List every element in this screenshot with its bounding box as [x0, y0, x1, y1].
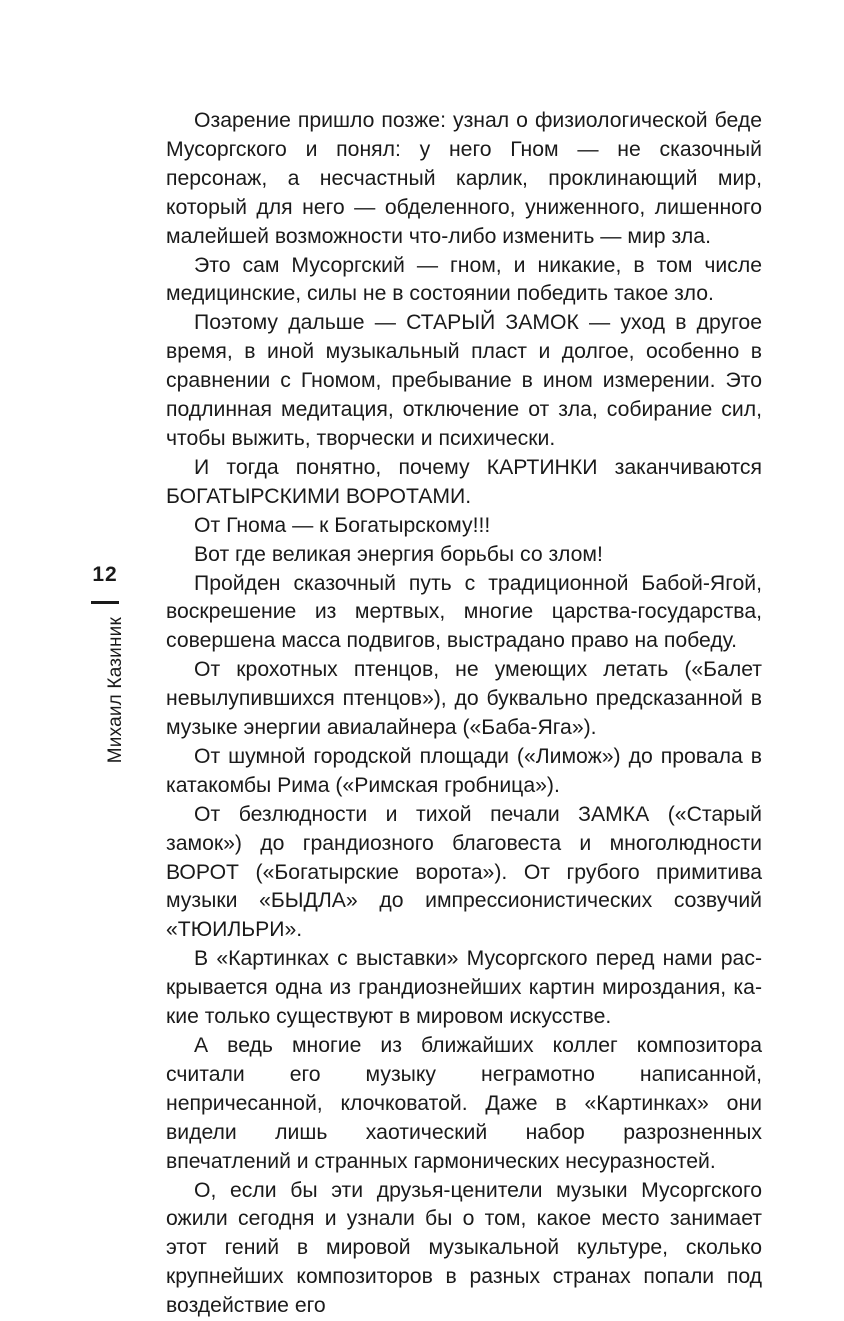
- page-number: 12: [92, 563, 118, 586]
- paragraph-4: И тогда понятно, почему КАРТИНКИ заканчиваются БОГАТЫРСКИМИ ВОРОТАМИ.: [166, 455, 762, 508]
- paragraph-7: Пройден сказочный путь с традиционной Бабой-Ягой, воскрешение из мертвых, многие царства-государства, совершена масса подвигов, выстрадано право на победу.: [166, 571, 762, 653]
- running-head-author: Михаил Казиник: [105, 617, 126, 764]
- body-text: [166, 107, 762, 1321]
- margin-rule: [91, 601, 119, 604]
- paragraph-11: В «Картинках с выставки» Мусоргского перед нами раскрывается одна из грандиознейших картин мироздания, какие только существуют в мировом искусстве.: [166, 947, 762, 1029]
- paragraph-2: Это сам Мусоргский — гном, и никакие, в том числе медицинские, силы не в состоянии победить такое зло.: [166, 253, 762, 306]
- paragraph-9: От шумной городской площади («Лимож») до провала в катакомбы Рима («Римская гробница»).: [166, 744, 762, 797]
- paragraph-3: Поэтому дальше — СТАРЫЙ ЗАМОК — уход в другое время, в иной музыкальный пласт и долгое, особенно в сравнении с Гномом, пребывание в ином измерении. Это подлинная медитация, отключение от зла, собирание сил, чтобы выжить, творчески и психически.: [166, 311, 762, 450]
- paragraph-12: А ведь многие из ближайших коллег композитора считали его музыку неграмотно написанной, непричесанной, клочковатой. Даже в «Картинках» они видели лишь хаотический набор разрозненных впечатлений и странных гармонических несуразностей.: [166, 1034, 762, 1173]
- paragraph-10: От безлюдности и тихой печали ЗАМКА («Старый замок») до грандиозного благовеста и многолюдности ВОРОТ («Богатырские ворота»). От грубого примитива музыки «БЫДЛА» до импрессионистических созвучий «ТЮИЛЬРИ».: [166, 802, 762, 942]
- paragraph-13: О, если бы эти друзья-ценители музыки Мусоргского ожили сегодня и узнали бы о том, какое место занимает этот гений в мировой музыкальной культуре, сколько крупнейших композиторов в разных странах попали под воздействие его: [166, 1178, 762, 1318]
- paragraph-6: Вот где великая энергия борьбы со злом!: [194, 542, 603, 566]
- paragraph-8: От крохотных птенцов, не умеющих летать («Балет невылупившихся птенцов»), до буквально предсказанной в музыке энергии авиалайнера («Баба-Яга»).: [166, 658, 762, 740]
- paragraph-1: Озарение пришло позже: узнал о физиологической беде Мусоргского и понял: у него Гном — не сказочный персонаж, а несчастный карлик, проклинающий мир, который для него — обделенного, униженного, лишенного малейшей возможности что-либо изменить — мир зла.: [166, 109, 762, 248]
- paragraph-5: От Гнома — к Богатырскому!!!: [194, 513, 491, 537]
